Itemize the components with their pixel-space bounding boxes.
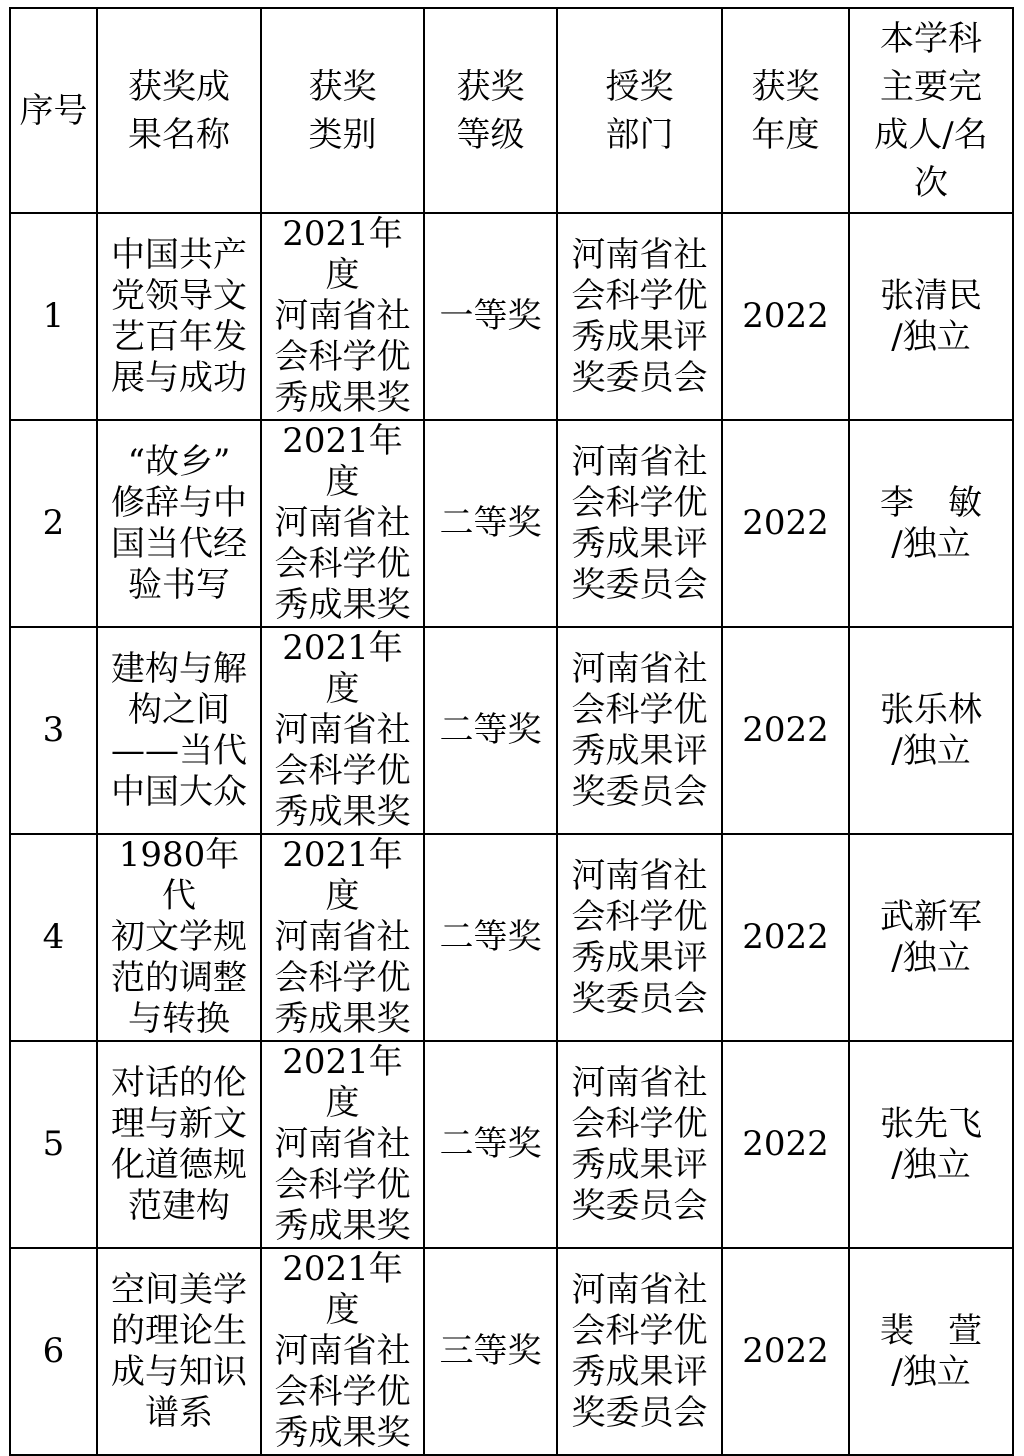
header-level: 获奖 等级 bbox=[424, 8, 557, 213]
cell-year: 2022 bbox=[722, 834, 849, 1041]
table-body bbox=[10, 213, 1013, 1455]
cell-title: 建构与解 构之间 ——当代 中国大众 bbox=[97, 627, 261, 834]
cell-title: 对话的伦 理与新文 化道德规 范建构 bbox=[97, 1041, 261, 1248]
cell-year: 2022 bbox=[722, 627, 849, 834]
header-title: 获奖成 果名称 bbox=[97, 8, 261, 213]
cell-index: 6 bbox=[10, 1248, 97, 1455]
cell-author: 张先飞 /独立 bbox=[849, 1041, 1013, 1248]
cell-author: 裴 萱 /独立 bbox=[849, 1248, 1013, 1455]
cell-level: 二等奖 bbox=[424, 834, 557, 1041]
cell-category: 2021年度 河南省社 会科学优 秀成果奖 bbox=[261, 1248, 424, 1455]
cell-index: 3 bbox=[10, 627, 97, 834]
header-issuer: 授奖 部门 bbox=[557, 8, 722, 213]
cell-title: 中国共产 党领导文 艺百年发 展与成功 bbox=[97, 213, 261, 420]
cell-level: 三等奖 bbox=[424, 1248, 557, 1455]
cell-year: 2022 bbox=[722, 1248, 849, 1455]
cell-year: 2022 bbox=[722, 213, 849, 420]
table-row bbox=[10, 420, 1013, 627]
table-row bbox=[10, 1248, 1013, 1455]
cell-level: 一等奖 bbox=[424, 213, 557, 420]
cell-category: 2021年度 河南省社 会科学优 秀成果奖 bbox=[261, 1041, 424, 1248]
cell-level: 二等奖 bbox=[424, 420, 557, 627]
cell-title: “故乡” 修辞与中 国当代经 验书写 bbox=[97, 420, 261, 627]
cell-title: 1980年代 初文学规 范的调整 与转换 bbox=[97, 834, 261, 1041]
cell-year: 2022 bbox=[722, 1041, 849, 1248]
cell-index: 5 bbox=[10, 1041, 97, 1248]
cell-issuer: 河南省社 会科学优 秀成果评 奖委员会 bbox=[557, 1248, 722, 1455]
cell-index: 2 bbox=[10, 420, 97, 627]
cell-issuer: 河南省社 会科学优 秀成果评 奖委员会 bbox=[557, 213, 722, 420]
cell-author: 武新军 /独立 bbox=[849, 834, 1013, 1041]
cell-year: 2022 bbox=[722, 420, 849, 627]
table-row bbox=[10, 627, 1013, 834]
header-category: 获奖 类别 bbox=[261, 8, 424, 213]
table-row bbox=[10, 1041, 1013, 1248]
cell-issuer: 河南省社 会科学优 秀成果评 奖委员会 bbox=[557, 420, 722, 627]
cell-title: 空间美学 的理论生 成与知识 谱系 bbox=[97, 1248, 261, 1455]
cell-index: 4 bbox=[10, 834, 97, 1041]
cell-category: 2021年度 河南省社 会科学优 秀成果奖 bbox=[261, 834, 424, 1041]
cell-category: 2021年度 河南省社 会科学优 秀成果奖 bbox=[261, 627, 424, 834]
cell-issuer: 河南省社 会科学优 秀成果评 奖委员会 bbox=[557, 1041, 722, 1248]
header-author: 本学科 主要完 成人/名 次 bbox=[849, 8, 1013, 213]
table-row bbox=[10, 834, 1013, 1041]
table-row bbox=[10, 213, 1013, 420]
awards-table bbox=[9, 7, 1014, 1456]
table-header bbox=[10, 8, 1013, 213]
cell-level: 二等奖 bbox=[424, 1041, 557, 1248]
cell-author: 李 敏 /独立 bbox=[849, 420, 1013, 627]
cell-category: 2021年度 河南省社 会科学优 秀成果奖 bbox=[261, 213, 424, 420]
cell-issuer: 河南省社 会科学优 秀成果评 奖委员会 bbox=[557, 627, 722, 834]
cell-issuer: 河南省社 会科学优 秀成果评 奖委员会 bbox=[557, 834, 722, 1041]
header-index: 序号 bbox=[10, 8, 97, 213]
header-row bbox=[10, 8, 1013, 213]
cell-category: 2021年度 河南省社 会科学优 秀成果奖 bbox=[261, 420, 424, 627]
cell-author: 张乐林 /独立 bbox=[849, 627, 1013, 834]
header-year: 获奖 年度 bbox=[722, 8, 849, 213]
cell-index: 1 bbox=[10, 213, 97, 420]
cell-author: 张清民 /独立 bbox=[849, 213, 1013, 420]
cell-level: 二等奖 bbox=[424, 627, 557, 834]
